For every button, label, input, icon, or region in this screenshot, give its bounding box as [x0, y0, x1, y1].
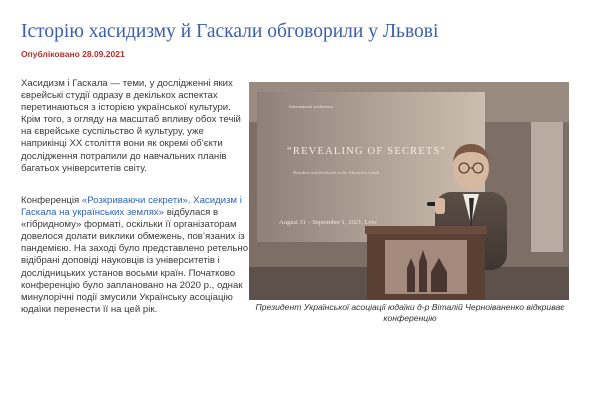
conference-photo [249, 82, 569, 300]
screen-subtitle: International conference [289, 104, 333, 109]
paragraph-2-suffix: відбулася в «гібридному» форматі, оскільки її організаторам довелося долати виклики обмежень, пов’язаних із пандемією. На заході було представлено ретельно відібрані доповіді науковців із університетів і дослідницьких установ восьми країн. Початково конференцію було заплановано на 2020 р., однак минулорічні події змусили Українську асоціацію юдаїки перенести її на цей рік. [21, 207, 249, 315]
article-paragraph-2 [21, 195, 251, 316]
article-paragraph-1: Хасидизм і Гаскала — теми, у дослідженні яких єврейські студії одразу в декількох аспектах перетинаються з історією української культури. Крім того, з огляду на масштаб впливу обох течій на єврейське суспільство й культуру, уже наприкінці ХХ століття вони як окремі об’єкти дослідження потрапили до навчальних планів багатьох університетів світу. [21, 78, 241, 174]
screen-title: “REVEALING OF SECRETS” [287, 146, 447, 157]
paragraph-2-prefix: Конференція [21, 195, 82, 206]
photo-caption: Президент Української асоціації юдаїки д-р Віталій Черноіваненко відкриває конференцію [255, 302, 565, 323]
screen-sub: Hasidism and Haskalah in the Ukrainian Lands [293, 170, 380, 175]
screen-dates: August 31 – September 1, 2021, Lviv [279, 219, 377, 226]
podium [365, 226, 487, 300]
publish-date: Опубліковано 28.09.2021 [21, 49, 125, 59]
conference-link[interactable]: «Розкриваючи секрети». Хасидизм і Гаскала на українських землях» [21, 195, 242, 219]
article-title: Історію хасидизму й Гаскали обговорили у Львові [21, 21, 439, 42]
